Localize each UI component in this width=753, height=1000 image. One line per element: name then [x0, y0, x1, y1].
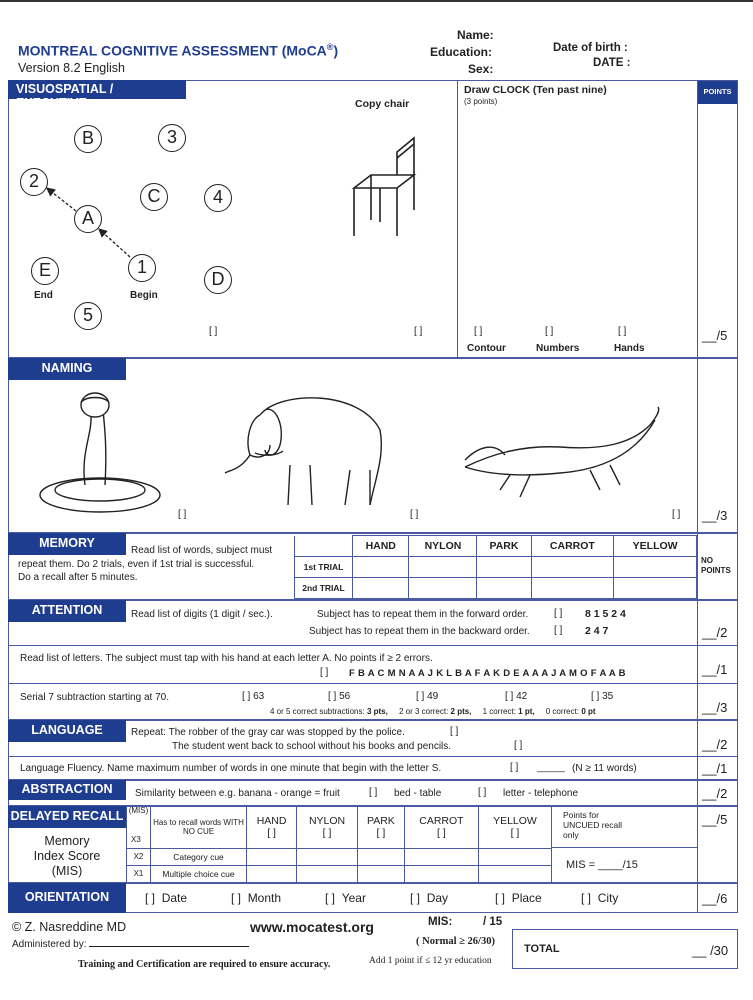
delayed-recall-score[interactable]: __/5: [702, 812, 728, 827]
naming-score[interactable]: __/3: [702, 508, 728, 523]
recall-cell[interactable]: PARK [ ]: [357, 806, 404, 848]
orientation-item-place: [ ] Place: [495, 891, 542, 905]
begin-label: Begin: [130, 290, 158, 301]
trial-cell[interactable]: [477, 557, 531, 578]
serial7-value: 42: [516, 691, 528, 702]
memory-word: NYLON: [409, 536, 477, 557]
trial-cell[interactable]: [353, 578, 409, 599]
name-label: Name:: [457, 28, 494, 42]
orientation-checkbox[interactable]: [ ]: [581, 891, 592, 905]
digits-score[interactable]: __/2: [702, 625, 728, 640]
trial-cell[interactable]: [614, 557, 697, 578]
letter-sequence: F B A C M N A A J K L B A F A K D E A A A J A M O F A A B: [349, 668, 626, 679]
hands-checkbox[interactable]: [ ]: [618, 326, 627, 337]
trail-node-4[interactable]: 4: [204, 184, 232, 212]
language-header: LANGUAGE: [8, 720, 126, 742]
trial-cell[interactable]: [614, 578, 697, 599]
recall-cell[interactable]: HAND [ ]: [247, 806, 297, 848]
orientation-checkbox[interactable]: [ ]: [495, 891, 506, 905]
orientation-item-month: [ ] Month: [231, 891, 282, 905]
sex-label: Sex:: [468, 62, 494, 76]
elephant-checkbox[interactable]: [ ]: [410, 509, 419, 520]
visuospatial-score[interactable]: __/5: [702, 328, 728, 343]
fluency-instruction: Language Fluency. Name maximum number of words in one minute that begin with the letter S.: [20, 763, 442, 774]
crocodile-checkbox[interactable]: [ ]: [672, 509, 681, 520]
trial-cell[interactable]: [531, 578, 614, 599]
serial7-checkbox[interactable]: [ ]: [591, 691, 600, 702]
website-link[interactable]: www.mocatest.org: [250, 919, 374, 935]
trial-cell[interactable]: [409, 557, 477, 578]
repeat-score[interactable]: __/2: [702, 737, 728, 752]
repeat-2-checkbox[interactable]: [ ]: [514, 740, 523, 751]
education-label: Education:: [430, 45, 492, 59]
serial7-rules: 4 or 5 correct subtractions: 3 pts, 2 or 3 correct: 2 pts, 1 correct: 1 pt, 0 correct: 0 pt: [270, 707, 596, 716]
crocodile-image: [460, 405, 665, 505]
end-label: End: [34, 290, 53, 301]
naming-header: NAMING: [8, 358, 126, 380]
serial7-score[interactable]: __/3: [702, 700, 728, 715]
normal-range: ( Normal ≥ 26/30): [416, 936, 495, 947]
serial7-instruction: Serial 7 subtraction starting at 70.: [20, 692, 169, 703]
total-label: TOTAL: [524, 943, 560, 955]
fluency-norm: (N ≥ 11 words): [572, 763, 637, 774]
mis-footer-value: / 15: [483, 916, 503, 928]
orientation-item-city: [ ] City: [581, 891, 619, 905]
trial-cell[interactable]: [531, 557, 614, 578]
draw-clock-label: Draw CLOCK (Ten past nine): [464, 84, 607, 96]
serial7-checkbox[interactable]: [ ]: [242, 691, 251, 702]
trail-node-d[interactable]: D: [204, 266, 232, 294]
forward-digits: 8 1 5 2 4: [585, 608, 626, 620]
recall-cell[interactable]: YELLOW [ ]: [478, 806, 551, 848]
total-score[interactable]: __ /30: [692, 943, 729, 958]
copyright: © Z. Nasreddine MD: [12, 920, 127, 934]
serial7-item: [328, 691, 350, 702]
memory-header: MEMORY: [8, 533, 126, 555]
numbers-checkbox[interactable]: [ ]: [545, 326, 554, 337]
recall-cell[interactable]: NYLON [ ]: [297, 806, 358, 848]
dob-label: Date of birth :: [553, 42, 628, 54]
repeat-sentence-1: Repeat: The robber of the gray car was stopped by the police.: [131, 727, 405, 738]
abstraction-header: ABSTRACTION: [8, 780, 126, 800]
abstraction-instruction: Similarity between e.g. banana - orange = fruit: [135, 788, 340, 799]
training-note: Training and Certification are required to ensure accuracy.: [78, 959, 331, 970]
memory-word: CARROT: [531, 536, 614, 557]
serial7-item: [242, 691, 264, 702]
no-cue-label: Has to recall words WITH NO CUE: [151, 806, 247, 848]
trail-checkbox[interactable]: [ ]: [209, 326, 218, 337]
memory-instruction-1: Read list of words, subject must: [131, 545, 273, 556]
serial7-value: 49: [427, 691, 439, 702]
letters-instruction: Read list of letters. The subject must tap with his hand at each letter A. No points if ≥ 2 errors.: [20, 653, 433, 664]
serial7-item: [416, 691, 438, 702]
memory-word: YELLOW: [614, 536, 697, 557]
trail-node-1[interactable]: 1: [128, 254, 156, 282]
numbers-label: Numbers: [536, 343, 580, 354]
repeat-1-checkbox[interactable]: [ ]: [450, 726, 459, 737]
mis-equation[interactable]: MIS = ____/15: [566, 859, 638, 871]
abstraction-score[interactable]: __/2: [702, 786, 728, 801]
serial7-checkbox[interactable]: [ ]: [416, 691, 425, 702]
orientation-score[interactable]: __/6: [702, 891, 728, 906]
repeat-sentence-2: The student went back to school without his books and pencils.: [172, 741, 452, 752]
trial-2-label: 2nd TRIAL: [295, 578, 353, 599]
trail-node-5[interactable]: 5: [74, 302, 102, 330]
no-points-label: NO POINTS: [701, 556, 731, 575]
serial7-checkbox[interactable]: [ ]: [505, 691, 514, 702]
abstraction-checkbox-2[interactable]: [ ]: [478, 787, 487, 798]
orientation-checkbox[interactable]: [ ]: [231, 891, 242, 905]
attention-header: ATTENTION: [8, 600, 126, 622]
trail-node-c[interactable]: C: [140, 183, 168, 211]
elephant-image: [220, 385, 390, 510]
recall-cell[interactable]: [247, 865, 297, 882]
memory-instruction-3: Do a recall after 5 minutes.: [18, 572, 138, 583]
abstraction-item-2: letter - telephone: [503, 788, 579, 799]
recall-cell[interactable]: [478, 865, 551, 882]
letters-score[interactable]: __/1: [702, 662, 728, 677]
orientation-checkbox[interactable]: [ ]: [410, 891, 421, 905]
trail-node-a[interactable]: A: [74, 205, 102, 233]
trial-cell[interactable]: [477, 578, 531, 599]
memory-word: HAND: [353, 536, 409, 557]
orientation-item-year: [ ] Year: [325, 891, 366, 905]
abstraction-item-1: bed - table: [394, 788, 442, 799]
multiplier: X2: [127, 848, 151, 865]
trial-1-label: 1st TRIAL: [295, 557, 353, 578]
multiplier: X1: [127, 865, 151, 882]
serial7-checkbox[interactable]: [ ]: [328, 691, 337, 702]
mis-column-label: (MIS): [127, 806, 151, 848]
orientation-item-date: [ ] Date: [145, 891, 188, 905]
backward-digits: 2 4 7: [585, 625, 609, 637]
mis-footer-label: MIS:: [428, 916, 453, 928]
uncued-note: Points for UNCUED recall only: [563, 810, 623, 840]
date-label: DATE :: [593, 57, 631, 69]
recall-cell[interactable]: [357, 848, 404, 865]
fluency-count[interactable]: _____: [537, 762, 565, 773]
serial7-value: 56: [339, 691, 351, 702]
backward-checkbox[interactable]: [ ]: [554, 625, 563, 636]
forward-instruction: Subject has to repeat them in the forward order.: [317, 609, 529, 620]
administered-by-label: Administered by:: [12, 939, 249, 950]
multiplier: X3: [131, 835, 141, 844]
delayed-recall-header: DELAYED RECALL: [8, 806, 126, 828]
recall-cell[interactable]: [297, 848, 358, 865]
administered-by-field[interactable]: [89, 946, 249, 947]
orientation-header: ORIENTATION: [8, 883, 126, 913]
recall-cell[interactable]: [404, 865, 478, 882]
memory-word: PARK: [477, 536, 531, 557]
trail-node-2[interactable]: 2: [20, 168, 48, 196]
multiple-choice-label: Multiple choice cue: [151, 865, 247, 882]
memory-trial-table: [294, 535, 697, 599]
forward-checkbox[interactable]: [ ]: [554, 608, 563, 619]
trial-cell[interactable]: [353, 557, 409, 578]
recall-cell[interactable]: [247, 848, 297, 865]
trail-node-b[interactable]: B: [74, 125, 102, 153]
education-point-note: Add 1 point if ≤ 12 yr education: [369, 956, 492, 966]
serial7-value: 63: [253, 691, 265, 702]
serial7-value: 35: [602, 691, 614, 702]
contour-checkbox[interactable]: [ ]: [474, 326, 483, 337]
recall-cell[interactable]: [297, 865, 358, 882]
recall-cell[interactable]: [357, 865, 404, 882]
category-cue-label: Category cue: [151, 848, 247, 865]
chair-drawing: [350, 130, 425, 240]
recall-cell[interactable]: [478, 848, 551, 865]
contour-label: Contour: [467, 343, 506, 354]
trail-node-3[interactable]: 3: [158, 124, 186, 152]
page-title: MONTREAL COGNITIVE ASSESSMENT (MoCA®): [18, 42, 339, 59]
memory-instruction-2: repeat them. Do 2 trials, even if 1st trial is successful.: [18, 559, 255, 570]
recall-cell[interactable]: CARROT [ ]: [404, 806, 478, 848]
clock-points-label: (3 points): [464, 97, 498, 106]
fluency-score[interactable]: __/1: [702, 761, 728, 776]
fluency-checkbox[interactable]: [ ]: [510, 762, 519, 773]
digits-instruction: Read list of digits (1 digit / sec.).: [131, 609, 273, 620]
trail-node-e[interactable]: E: [31, 257, 59, 285]
registered-mark: ®: [326, 42, 334, 52]
version-label: Version 8.2 English: [18, 61, 126, 75]
snake-checkbox[interactable]: [ ]: [178, 509, 187, 520]
letters-checkbox[interactable]: [ ]: [320, 667, 329, 678]
recall-cell[interactable]: [404, 848, 478, 865]
serial7-item: [591, 691, 613, 702]
hands-label: Hands: [614, 343, 645, 354]
snake-image: [35, 390, 165, 515]
serial7-item: [505, 691, 527, 702]
trial-cell[interactable]: [409, 578, 477, 599]
points-header: POINTS: [697, 80, 738, 104]
orientation-checkbox[interactable]: [ ]: [145, 891, 156, 905]
memory-index-label: Memory Index Score (MIS): [33, 834, 101, 878]
abstraction-checkbox-1[interactable]: [ ]: [369, 787, 378, 798]
orientation-item-day: [ ] Day: [410, 891, 449, 905]
visuospatial-header: VISUOSPATIAL / EXECUTIVE: [8, 80, 186, 99]
delayed-recall-table: [126, 806, 552, 883]
cube-checkbox[interactable]: [ ]: [414, 326, 423, 337]
orientation-checkbox[interactable]: [ ]: [325, 891, 336, 905]
backward-instruction: Subject has to repeat them in the backward order.: [309, 626, 530, 637]
copy-chair-label: Copy chair: [355, 98, 410, 110]
